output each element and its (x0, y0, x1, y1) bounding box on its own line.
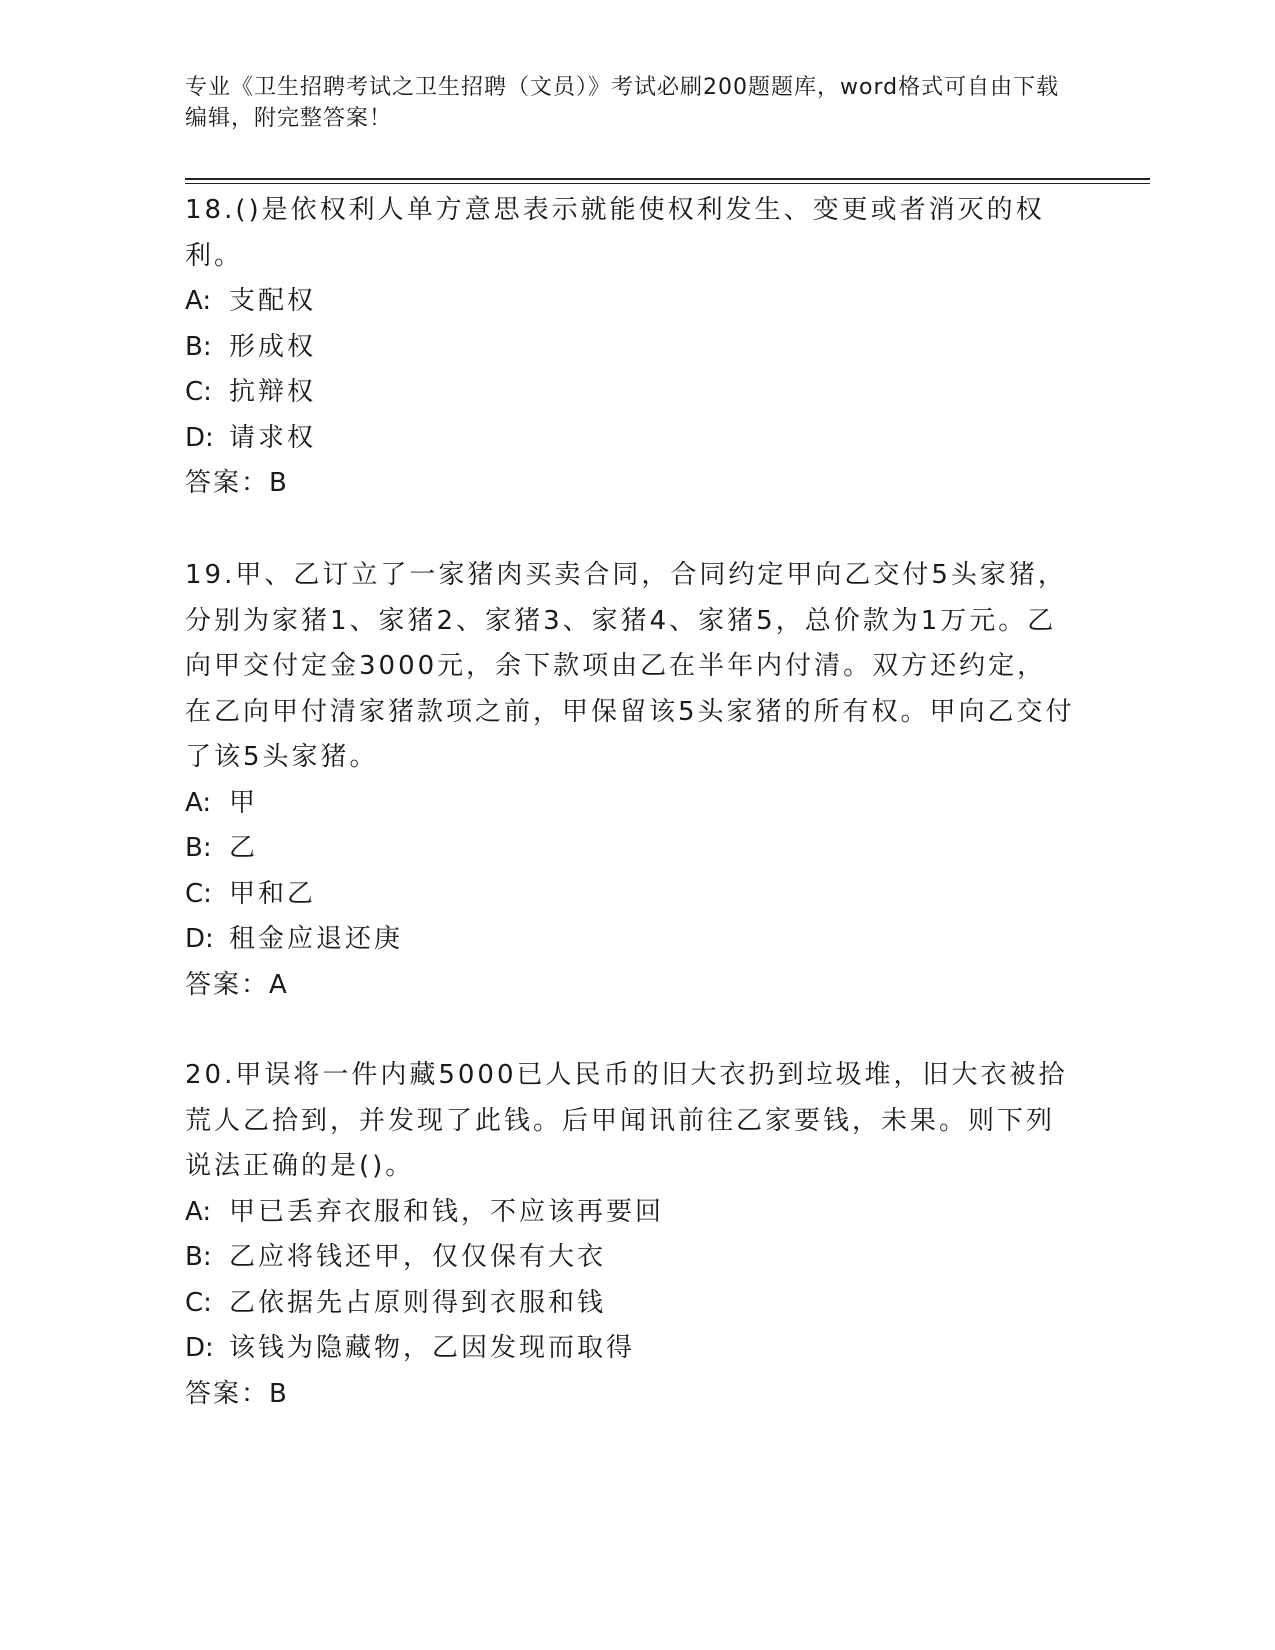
option-d (185, 917, 1075, 963)
option-d (185, 1326, 1075, 1372)
option-d (185, 416, 1075, 462)
question-19 (185, 553, 1075, 1008)
option-b (185, 826, 1075, 872)
option-b (185, 325, 1075, 371)
option-c (185, 872, 1075, 918)
option-key: C: (185, 1287, 212, 1318)
option-a (185, 781, 1075, 827)
option-text: 抗辩权 (229, 377, 317, 407)
option-key: A: (185, 787, 212, 818)
option-key: D: (185, 1333, 214, 1363)
question-stem: 20.甲误将一件内藏5000已人民币的旧大衣扔到垃圾堆，旧大衣被拾荒人乙拾到，并发现了此钱。后甲闻讯前往乙家要钱，未果。则下列说法正确的是()。 (185, 1060, 1068, 1181)
question-stem: 18.()是依权利人单方意思表示就能使权利发生、变更或者消灭的权利。 (185, 195, 1045, 271)
option-key: B: (185, 1242, 212, 1272)
option-c (185, 1281, 1075, 1327)
option-text: 请求权 (229, 422, 317, 453)
answer-line: 答案：A (185, 969, 289, 1000)
option-key: D: (185, 422, 214, 453)
question-20 (185, 1053, 1075, 1417)
option-key: A: (185, 286, 212, 316)
option-a (185, 1190, 1075, 1236)
option-key: C: (185, 878, 212, 909)
option-text: 乙依据先占原则得到衣服和钱 (229, 1287, 607, 1318)
header-divider-thick (185, 178, 1150, 180)
option-text: 形成权 (229, 331, 317, 362)
header-divider-thin (185, 183, 1150, 184)
question-18 (185, 188, 1075, 507)
option-text: 该钱为隐藏物，乙因发现而取得 (229, 1333, 636, 1363)
option-a (185, 279, 1075, 325)
option-key: B: (185, 833, 212, 863)
answer-line: 答案：B (185, 1378, 289, 1409)
option-text: 甲和乙 (229, 878, 317, 909)
option-key: C: (185, 377, 212, 407)
option-c (185, 370, 1075, 416)
document-header: 专业《卫生招聘考试之卫生招聘（文员）》考试必刷200题题库，word格式可自由下载编辑，附完整答案！ (185, 75, 1060, 131)
question-stem: 19.甲、乙订立了一家猪肉买卖合同，合同约定甲向乙交付5头家猪，分别为家猪1、家猪2、家猪3、家猪4、家猪5，总价款为1万元。乙向甲交付定金3000元，余下款项由乙在半年内付清。双方还约定，在乙向甲付清家猪款项之前，甲保留该5头家猪的所有权。甲向乙交付了该5头家猪。 (185, 560, 1075, 772)
option-key: B: (185, 331, 212, 362)
option-text: 甲 (229, 787, 259, 818)
option-text: 乙 (229, 833, 259, 863)
option-key: A: (185, 1196, 212, 1227)
option-text: 支配权 (229, 286, 317, 316)
option-text: 乙应将钱还甲，仅仅保有大衣 (229, 1242, 607, 1272)
option-key: D: (185, 924, 214, 954)
answer-line: 答案：B (185, 468, 289, 498)
option-text: 租金应退还庚 (229, 924, 404, 954)
option-text: 甲已丢弃衣服和钱，不应该再要回 (229, 1196, 665, 1227)
option-b (185, 1235, 1075, 1281)
